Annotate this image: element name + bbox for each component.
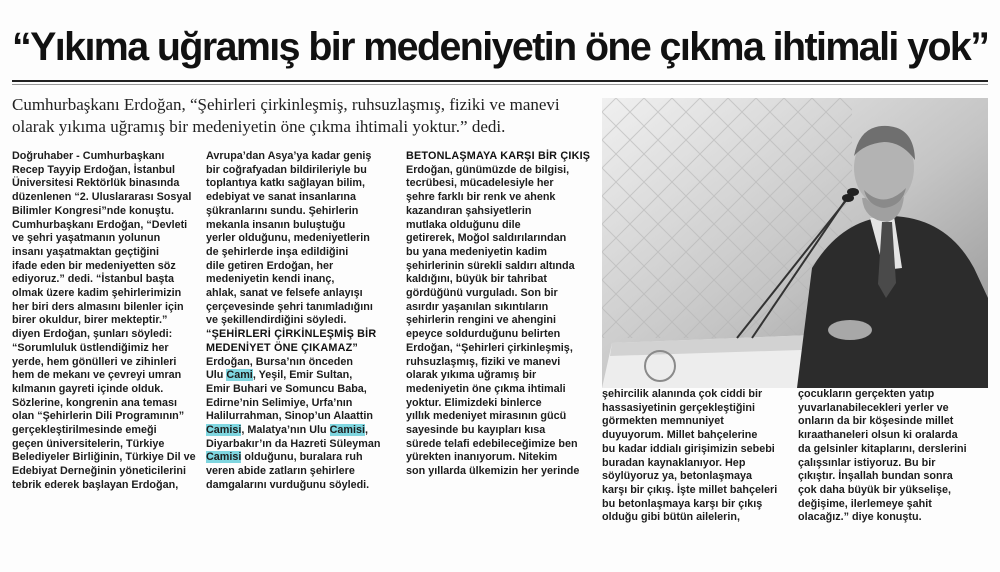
subheading-betonlasma: BETONLAŞMAYA KARŞI BİR ÇIKIŞ: [406, 150, 591, 162]
column-1-text: Cumhurbaşkanı Recep Tayyip Erdoğan, İstanbul Üniversitesi Rektörlük binasında düzenlenen “2. Uluslararası Sosyal Bilimler Kongresi”nde konuştu. Cumhurbaşkanı Erdoğan, “Devleti ve şehri yaşatmanın yolunun insanı yaşatmaktan geçtiğini ifade eden bir medeniyetten söz ediyoruz.” dedi. “İstanbul başta olmak üzere kadim şehirlerimizin her biri ders almasını bilenler için birer okuldur, birer mekteptir.” diyen Erdoğan, şunları söyledi: “Sorumluluk üstlendiğimiz her yerde, hem gönülleri ve zihinleri hem de mekanı ve çevreyi umran kılmanın gayreti içinde olduk. Sözlerine, kongrenin ana teması olan “Şehirlerin Dili Programının” gerçekleştirilmesinde emeği geçen üniversitelerin, Türkiye Belediyeler Birliğinin, Türkiye Dil ve Edebiyat Derneğinin yöneticilerini tebrik ederek başlayan Erdoğan,: [12, 150, 196, 491]
article-summary: Cumhurbaşkanı Erdoğan, “Şehirleri çirkinleşmiş, ruhsuzlaşmış, fiziki ve manevi olarak yıkıma uğramış bir medeniyetin öne çıkma ihtimali yoktur.” dedi.: [12, 95, 560, 136]
highlight-camisi-4: Camisi: [206, 451, 242, 464]
column-2-text-b3: , Malatya’nın Ulu: [241, 424, 330, 437]
article-column-2: [206, 150, 400, 493]
column-5-text: çocukların gerçekten yatıp yuvarlanabilecekleri yerler ve onların da bir köşesinde millet kıraathaneleri olsun ki oralarda da gelsinler kitaplarını, derslerini çalışsınlar istiyoruz. Bu bir çıkıştır. İnşallah bundan sonra çok daha büyük bir yükselişe, değişime, ilerlemeye şahit olacağız.” diye konuştu.: [798, 388, 967, 524]
subheading-medeniyet: “ŞEHİRLERİ ÇİRKİNLEŞMİŞ BİR MEDENİYET ÖNE ÇIKAMAZ”: [206, 328, 377, 354]
speaker-at-podium-photo: [602, 98, 988, 388]
column-2-text-b5: olduğunu, buralara ruh veren abide zatların şehirlere damgalarını vurduğunu söyledi.: [206, 451, 370, 491]
headline-rule-thin: [12, 84, 988, 85]
article-column-4: [602, 388, 794, 525]
column-2-text-b4: , Diyarbakır’ın da Hazreti Süleyman: [206, 424, 381, 450]
highlight-camisi-2: Camisi: [206, 424, 242, 437]
article-column-5: [798, 388, 988, 525]
highlight-camisi-3: Camisi: [329, 424, 366, 437]
headline-rule: [12, 80, 988, 82]
column-2-text-b2: , Yeşil, Emir Sultan, Emir Buhari ve Somuncu Baba, Edirne’nin Selimiye, Urfa’nın Halilurrahman, Sinop’un Alaattin: [206, 369, 373, 423]
column-2-text: Avrupa’dan Asya’ya kadar geniş bir coğrafyadan bildirileriyle bu toplantıya katkı sağlayan bilim, edebiyat ve sanat insanlarına şükranlarını sundu. Şehirlerin mekanla insanın buluştuğu yerler olduğunu, medeniyetlerin de şehirlerde inşa edildiğini dile getiren Erdoğan, her medeniyetin kendi inanç, ahlak, sanat ve felsefe anlayışı çerçevesinde şehri tanımladığını ve şekillendirdiğini söyledi.: [206, 150, 373, 327]
column-3-text: Erdoğan, günümüzde de bilgisi, tecrübesi, mücadelesiyle her şehre farklı bir renk ve ahenk kazandıran şahsiyetlerin mutlaka olduğunu dile getirerek, Moğol saldırılarından bu yana medeniyetin kadim şehirlerinin sürekli saldırı altında kaldığını, büyük bir tahribat gördüğünü vurguladı. Son bir asırdır yaşanılan sıkıntıların şehirlerin rengini ve ahengini epeyce soldurduğunu belirten Erdoğan, “Şehirleri çirkinleşmiş, ruhsuzlaşmış, fiziki ve manevi olarak yıkıma uğramış bir medeniyetin öne çıkma ihtimali yoktur. Elimizdeki binlerce yıllık medeniyet mirasının gücü sayesinde bu kayıpları kısa sürede telafi edebileceğimize ben yürekten inanıyorum. Nitekim son yıllarda ülkemizin her yerinde: [406, 163, 580, 478]
article-column-3: [406, 150, 598, 479]
news-source: Doğruhaber -: [12, 150, 80, 162]
photo-illustration: [602, 98, 988, 388]
highlight-cami-1: Cami: [226, 369, 253, 382]
headline: “Yıkıma uğramış bir medeniyetin öne çıkma ihtimali yok”: [12, 25, 989, 69]
column-4-text: şehircilik alanında çok ciddi bir hassasiyetinin gerçekleştiğini görmekten memnuniyet duyuyorum. Millet bahçelerine bu kadar iddialı girişimizin sebebi buradan kaynaklanıyor. Hep söylüyoruz ya, betonlaşmaya karşı bir çıkış. İşte millet bahçeleri bu betonlaşmaya karşı bir çıkış olduğu gibi bütün ailelerin,: [602, 388, 778, 524]
column-2-text-b1: Erdoğan, Bursa’nın önceden Ulu: [206, 355, 353, 382]
article-column-1: [12, 150, 200, 493]
